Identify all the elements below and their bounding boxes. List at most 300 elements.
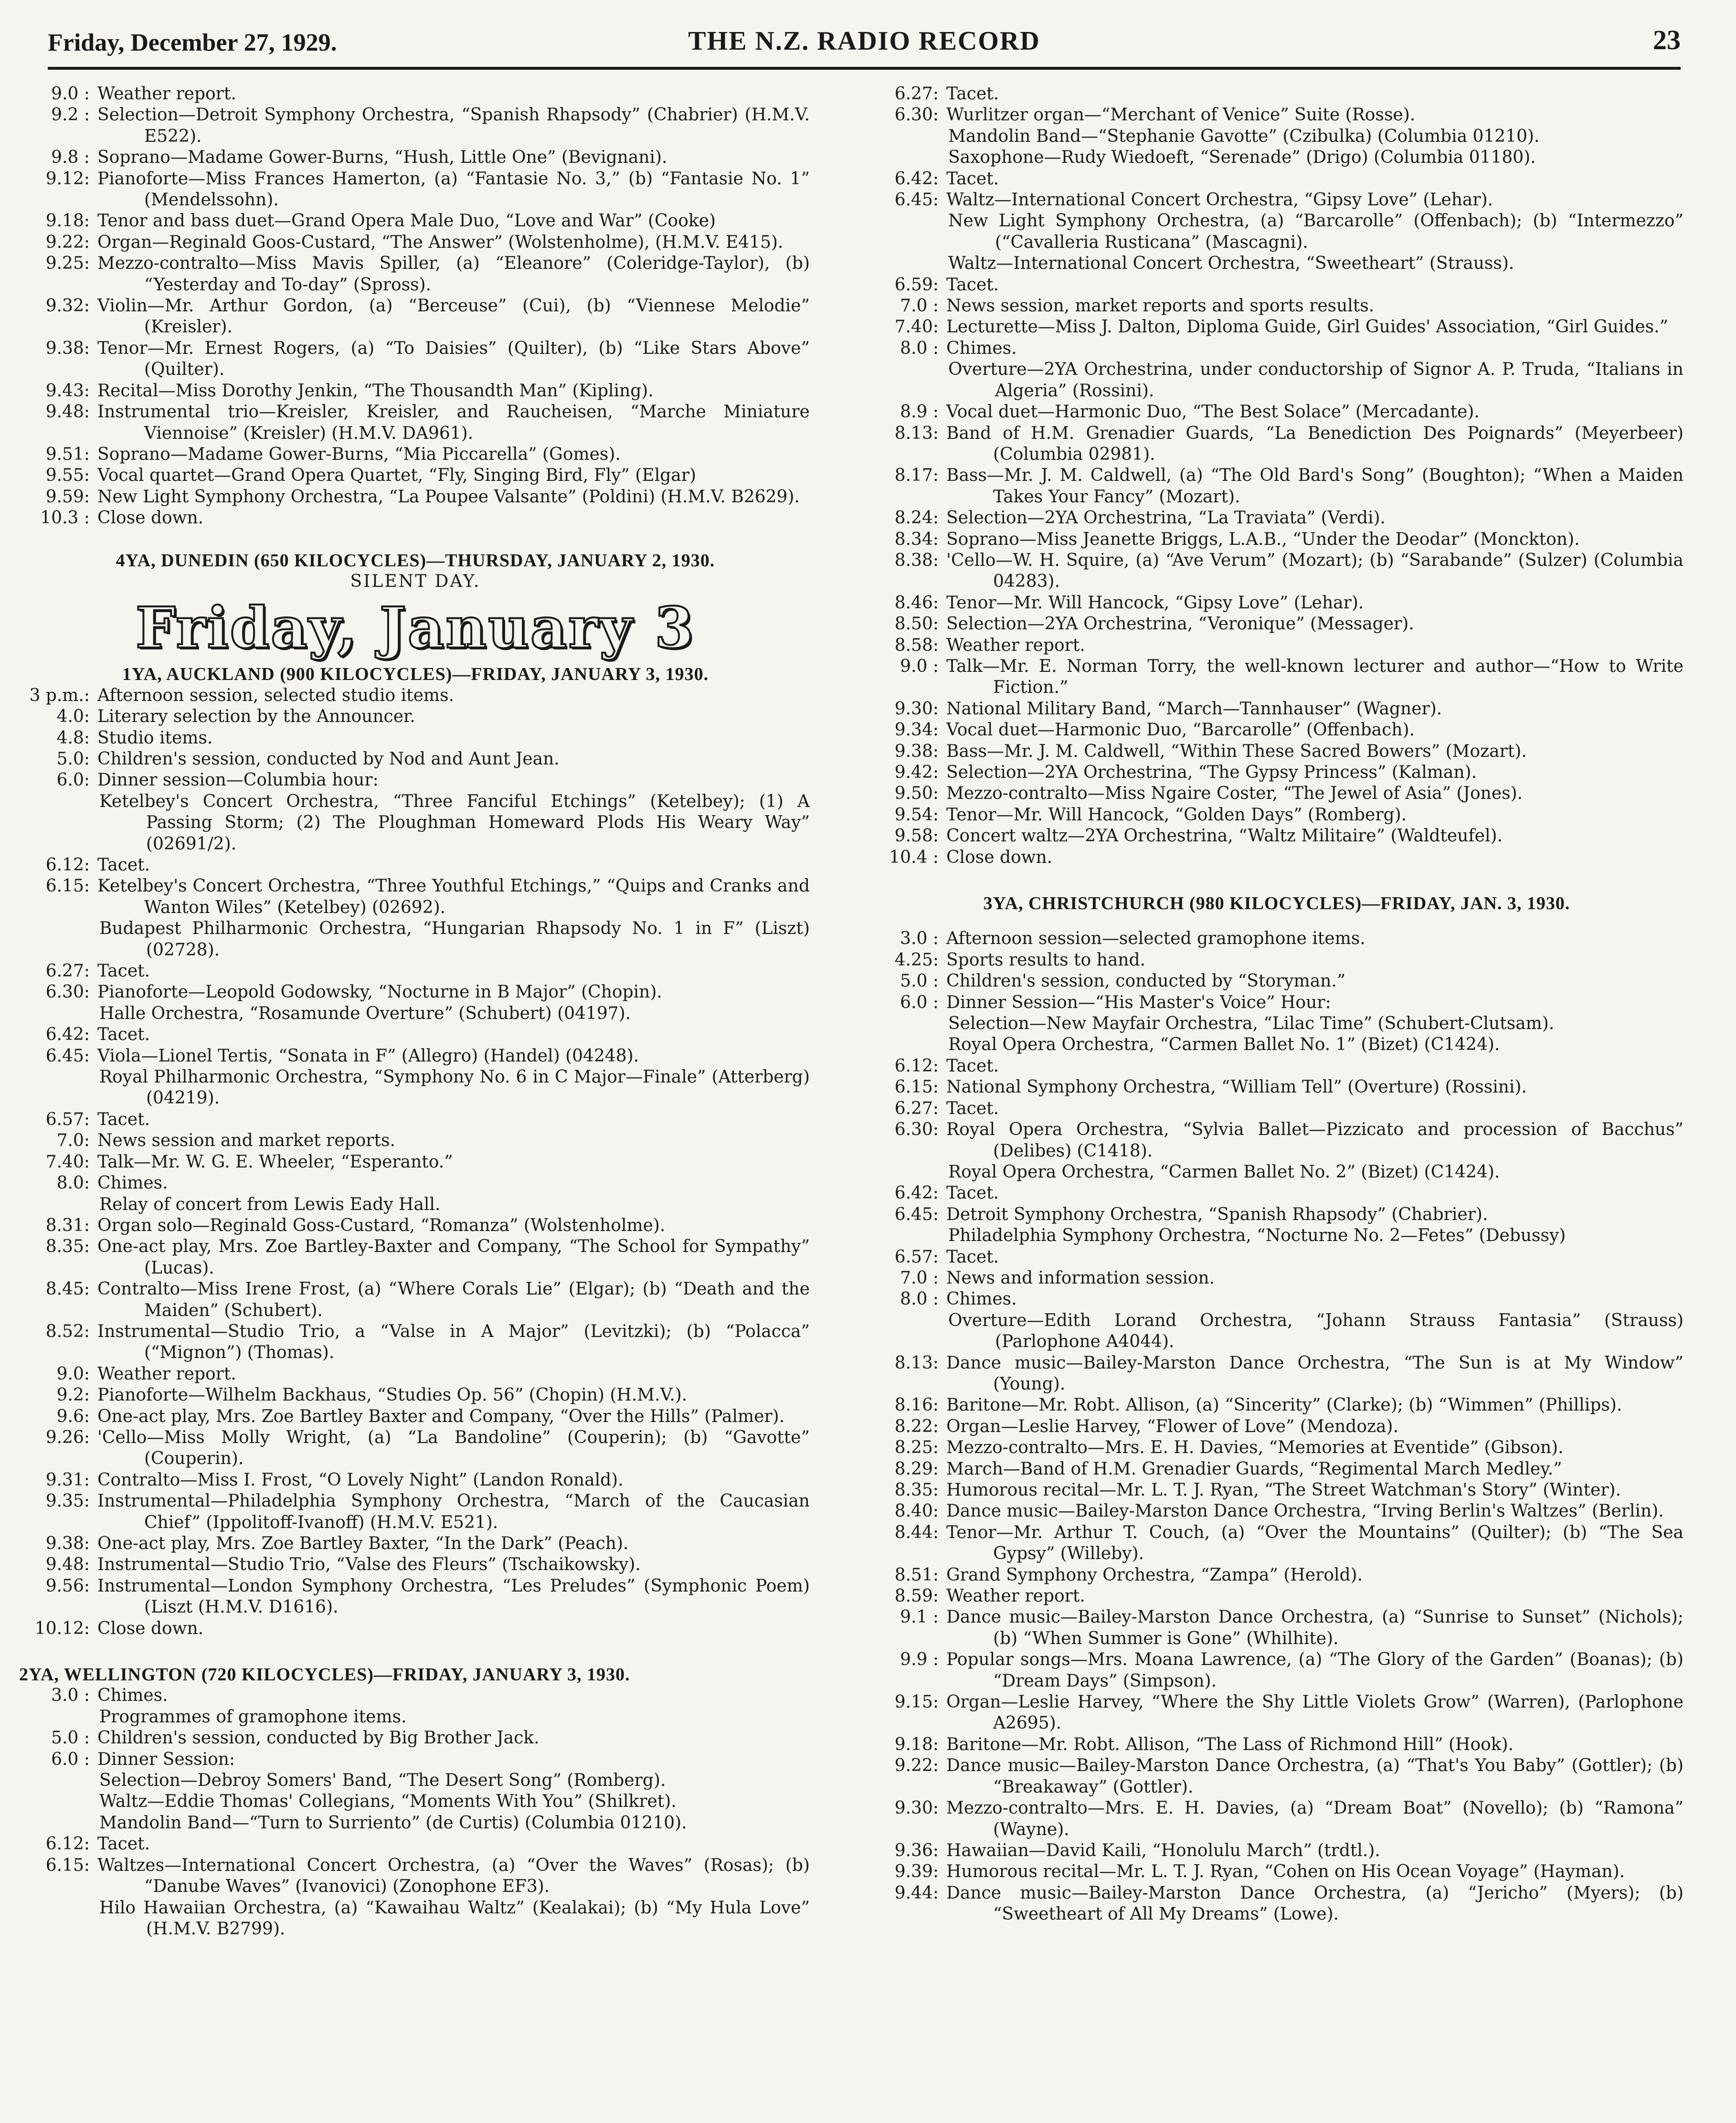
programme-entry: [868, 741, 1685, 762]
entry-time: 9.36:: [894, 1840, 939, 1860]
programme-entry: [868, 720, 1685, 741]
programme-entry: [19, 685, 812, 706]
programme-subentry: Overture—Edith Lorand Orchestra, “Johann Strauss Fantasia” (Strauss) (Parlophone A4044).: [948, 1310, 1683, 1352]
entry-time: 6.30:: [894, 105, 939, 125]
programme-entry: [19, 855, 812, 876]
entry-text: Instrumental—London Symphony Orchestra, “Les Preludes” (Symphonic Poem) (Liszt (H.M.V. D1616).: [97, 1576, 810, 1617]
entry-time: 3.0 :: [900, 929, 939, 949]
programme-entry: [868, 1734, 1685, 1755]
entry-time: 8.24:: [894, 508, 939, 528]
entry-text: Dinner Session—“His Master's Voice” Hour:: [946, 992, 1331, 1012]
issue-date: Friday, December 27, 1929.: [48, 29, 337, 56]
programme-entry: [19, 1046, 812, 1067]
programme-entry: [868, 593, 1685, 614]
programme-entry: [868, 1480, 1685, 1501]
entry-time: 8.51:: [894, 1565, 939, 1585]
entry-text: Mezzo-contralto—Miss Mavis Spiller, (a) “Eleanore” (Coleridge-Taylor), (b) “Yesterday and To-day” (Spross).: [97, 254, 810, 295]
entry-time: 8.52:: [45, 1321, 90, 1341]
entry-text: Instrumental trio—Kreisler, Kreisler, and Raucheisen, “Marche Miniature Viennoise” (Kreisler) (H.M.V. DA961).: [97, 402, 810, 443]
entry-text: Selection—2YA Orchestrina, “The Gypsy Princess” (Kalman).: [946, 763, 1477, 782]
entry-text: Dinner Session:: [97, 1749, 235, 1769]
programme-entry: [868, 783, 1685, 804]
entry-time: 8.35:: [45, 1237, 90, 1257]
entry-text: Weather report.: [97, 84, 236, 104]
entry-text: Tenor—Mr. Will Hancock, “Golden Days” (Romberg).: [946, 805, 1407, 825]
entry-text: Talk—Mr. E. Norman Torry, the well-known lecturer and author—“How to Write Fiction.”: [946, 656, 1683, 698]
programme-subentry: Selection—New Mayfair Orchestra, “Lilac Time” (Schubert-Clutsam).: [948, 1014, 1555, 1034]
programme-entry: [19, 1427, 812, 1470]
programme-entry: [868, 296, 1685, 317]
entry-text: Hawaiian—David Kaili, “Honolulu March” (trdtl.).: [946, 1840, 1380, 1860]
entry-time: 8.29:: [894, 1459, 939, 1479]
entry-text: Tacet.: [97, 961, 150, 981]
entry-time: 6.0:: [56, 770, 90, 790]
entry-text: Baritone—Mr. Robt. Allison, (a) “Sincerity” (Clarke); (b) “Wimmen” (Phillips).: [946, 1395, 1622, 1415]
programme-entry: [19, 296, 812, 338]
entry-text: Soprano—Madame Gower-Burns, “Hush, Little One” (Bevignani).: [97, 148, 667, 168]
entry-text: March—Band of H.M. Grenadier Guards, “Regimental March Medley.”: [946, 1459, 1562, 1479]
entry-time: 9.32:: [45, 296, 90, 316]
programme-entry: [868, 762, 1685, 783]
programme-entry: [19, 1236, 812, 1279]
entry-time: 9.55:: [45, 466, 90, 486]
entry-time: 8.13:: [894, 1353, 939, 1373]
entry-text: Chimes.: [946, 338, 1017, 358]
programme-subentry: Selection—Debroy Somers' Band, “The Desert Song” (Romberg).: [99, 1771, 666, 1791]
dunedin-heading: 4YA, DUNEDIN (650 KILOCYCLES)—THURSDAY, JANUARY 2, 1930.: [116, 550, 715, 571]
programme-entry: [868, 1098, 1685, 1119]
entry-text: Close down.: [97, 508, 204, 528]
entry-text: Pianoforte—Miss Frances Hamerton, (a) “Fantasie No. 3,” (b) “Fantasie No. 1” (Mendelssohn).: [97, 169, 810, 210]
programme-entry: [868, 550, 1685, 593]
entry-text: One-act play, Mrs. Zoe Bartley Baxter, “In the Dark” (Peach).: [97, 1534, 629, 1553]
entry-time: 5.0 :: [51, 1728, 90, 1748]
entry-time: 7.0 :: [900, 1268, 939, 1288]
programme-entry: [868, 1840, 1685, 1861]
programme-entry: [19, 1024, 812, 1045]
programme-subentry: Royal Philharmonic Orchestra, “Symphony No. 6 in C Major—Finale” (Atterberg) (04219).: [99, 1067, 810, 1108]
entry-text: Ketelbey's Concert Orchestra, “Three Youthful Etchings,” “Quips and Cranks and Wanton Wiles” (Ketelbey) (02692).: [97, 876, 810, 917]
programme-entry: [868, 1268, 1685, 1289]
programme-entry: [19, 84, 812, 105]
programme-entry: [19, 728, 812, 749]
entry-text: Mezzo-contralto—Mrs. E. H. Davies, “Memories at Eventide” (Gibson).: [946, 1438, 1564, 1458]
programme-subentry: Mandolin Band—“Stephanie Gavotte” (Czibulka) (Columbia 01210).: [948, 126, 1540, 146]
entry-time: 9.39:: [894, 1862, 939, 1882]
programme-entry: [19, 253, 812, 296]
entry-text: Literary selection by the Announcer.: [97, 707, 415, 727]
programme-entry: [19, 1173, 812, 1194]
entry-text: Mezzo-contralto—Miss Ngaire Coster, “The Jewel of Asia” (Jones).: [946, 784, 1523, 804]
entry-time: 6.30:: [894, 1120, 939, 1140]
entry-time: 8.45:: [45, 1279, 90, 1299]
entry-text: Selection—2YA Orchestrina, “Veronique” (Messager).: [946, 614, 1414, 634]
entry-time: 6.15:: [894, 1077, 939, 1097]
entry-time: 6.45:: [45, 1046, 90, 1066]
programme-entry: [868, 614, 1685, 635]
auckland-heading: 1YA, AUCKLAND (900 KILOCYCLES)—FRIDAY, JANUARY 3, 1930.: [122, 664, 709, 685]
entry-text: Children's session, conducted by “Storyman.”: [946, 971, 1346, 991]
programme-entry: [19, 876, 812, 918]
entry-time: 9.9 :: [900, 1650, 939, 1670]
entry-text: Close down.: [946, 847, 1053, 867]
entry-text: Wurlitzer organ—“Merchant of Venice” Suite (Rosse).: [946, 105, 1416, 125]
entry-time: 8.44:: [894, 1522, 939, 1542]
programme-entry: [868, 1586, 1685, 1607]
entry-text: Close down.: [97, 1618, 204, 1638]
entry-time: 9.44:: [894, 1883, 939, 1903]
programme-entry: [19, 338, 812, 381]
programme-entry: [868, 402, 1685, 423]
entry-time: 6.15:: [45, 876, 90, 896]
programme-entry: [19, 402, 812, 444]
entry-text: Tenor and bass duet—Grand Opera Male Duo, “Love and War” (Cooke): [97, 211, 716, 231]
entry-time: 9.1 :: [900, 1607, 939, 1627]
entry-text: Band of H.M. Grenadier Guards, “La Benediction Des Poignards” (Meyerbeer) (Columbia 02981).: [946, 423, 1683, 464]
programme-entry: [868, 508, 1685, 529]
entry-text: Waltz—International Concert Orchestra, “Gipsy Love” (Lehar).: [946, 190, 1493, 210]
entry-time: 9.38:: [45, 1534, 90, 1553]
programme-entry: [19, 1215, 812, 1236]
entry-text: Humorous recital—Mr. L. T. J. Ryan, “Cohen on His Ocean Voyage” (Hayman).: [946, 1862, 1625, 1882]
entry-time: 8.17:: [894, 466, 939, 486]
programme-entry: [19, 1364, 812, 1385]
entry-text: Viola—Lionel Tertis, “Sonata in F” (Allegro) (Handel) (04248).: [97, 1046, 639, 1066]
entry-time: 6.45:: [894, 190, 939, 210]
entry-time: 9.2 :: [51, 105, 90, 125]
entry-text: Tacet.: [946, 1098, 999, 1118]
entry-time: 9.30:: [894, 1798, 939, 1818]
entry-text: National Military Band, “March—Tannhauser” (Wagner).: [946, 699, 1442, 719]
entry-time: 3.0 :: [51, 1686, 90, 1706]
entry-text: Dance music—Bailey-Marston Dance Orchestra, “The Sun is at My Window” (Young).: [946, 1353, 1683, 1394]
programme-entry: [19, 1533, 812, 1554]
entry-time: 6.27:: [45, 961, 90, 981]
entry-time: 8.59:: [894, 1586, 939, 1606]
programme-entry: [868, 1607, 1685, 1649]
entry-time: 10.3 :: [40, 508, 90, 528]
programme-entry: [868, 699, 1685, 720]
programme-entry: [868, 826, 1685, 847]
programme-entry: [19, 1321, 812, 1364]
entry-time: 6.0 :: [51, 1749, 90, 1769]
programme-entry: [19, 961, 812, 982]
entry-time: 6.0 :: [900, 992, 939, 1012]
programme-entry: [19, 1406, 812, 1427]
programme-entry: [19, 1279, 812, 1321]
entry-text: Baritone—Mr. Robt. Allison, “The Lass of Richmond Hill” (Hook).: [946, 1734, 1514, 1754]
entry-text: Tacet.: [946, 1183, 999, 1203]
entry-text: Instrumental—Philadelphia Symphony Orchestra, “March of the Caucasian Chief” (Ippolitoff-Ivanoff) (H.M.V. E521).: [97, 1491, 810, 1532]
christchurch-heading: 3YA, CHRISTCHURCH (980 KILOCYCLES)—FRIDAY, JAN. 3, 1930.: [983, 893, 1570, 914]
programme-entry: [868, 635, 1685, 656]
programme-entry: [19, 1554, 812, 1575]
entry-time: 9.56:: [45, 1576, 90, 1596]
programme-entry: [19, 1152, 812, 1173]
entry-time: 9.48:: [45, 1555, 90, 1575]
entry-text: Tacet.: [946, 1247, 999, 1267]
entry-text: National Symphony Orchestra, “William Tell” (Overture) (Rossini).: [946, 1077, 1527, 1097]
programme-entry: [19, 706, 812, 727]
entry-text: Vocal duet—Harmonic Duo, “The Best Solace” (Mercadante).: [946, 402, 1480, 422]
programme-entry: [19, 1491, 812, 1533]
entry-text: Talk—Mr. W. G. E. Wheeler, “Esperanto.”: [97, 1152, 453, 1172]
entry-text: Waltzes—International Concert Orchestra, (a) “Over the Waves” (Rosas); (b) “Danube Waves” (Ivanovici) (Zonophone EF3).: [97, 1855, 810, 1897]
programme-entry: [868, 1119, 1685, 1162]
entry-text: Chimes.: [946, 1289, 1017, 1309]
programme-entry: [868, 1183, 1685, 1204]
entry-text: Dance music—Bailey-Marston Dance Orchestra, (a) “Jericho” (Myers); (b) “Sweetheart of All My Dreams” (Lowe).: [946, 1883, 1683, 1924]
programme-entry: [868, 1204, 1685, 1225]
entry-time: 5.0:: [56, 749, 90, 769]
publication-title: THE N.Z. RADIO RECORD: [688, 26, 1040, 56]
entry-text: Afternoon session—selected gramophone items.: [946, 929, 1366, 949]
entry-text: Instrumental—Studio Trio, a “Valse in A Major” (Levitzki); (b) “Polacca” (“Mignon”) (Thomas).: [97, 1321, 810, 1363]
entry-time: 7.40:: [894, 317, 939, 337]
entry-time: 9.15:: [894, 1692, 939, 1712]
entry-time: 8.58:: [894, 635, 939, 655]
programme-entry: [19, 982, 812, 1003]
programme-entry: [868, 105, 1685, 126]
entry-time: 3 p.m.:: [29, 685, 90, 705]
entry-text: Tacet.: [97, 855, 150, 875]
entry-time: 8.9 :: [900, 402, 939, 422]
programme-entry: [868, 1565, 1685, 1586]
entry-text: One-act play, Mrs. Zoe Bartley-Baxter and Company, “The School for Sympathy” (Lucas).: [97, 1237, 810, 1278]
programme-entry: [868, 1077, 1685, 1098]
entry-time: 8.50:: [894, 614, 939, 634]
entry-time: 9.34:: [894, 720, 939, 740]
wellington-cont-list: [868, 84, 1685, 868]
entry-time: 4.25:: [894, 950, 939, 970]
entry-time: 9.22:: [894, 1756, 939, 1776]
programme-subentry: Budapest Philharmonic Orchestra, “Hungarian Rhapsody No. 1 in F” (Liszt) (02728).: [99, 919, 810, 960]
programme-entry: [868, 992, 1685, 1013]
entry-text: Humorous recital—Mr. L. T. J. Ryan, “The Street Watchman's Story” (Winter).: [946, 1480, 1621, 1500]
entry-time: 6.30:: [45, 982, 90, 1002]
programme-entry: [19, 1385, 812, 1406]
entry-text: Dinner session—Columbia hour:: [97, 770, 379, 790]
entry-text: Pianoforte—Leopold Godowsky, “Nocturne in B Major” (Chopin).: [97, 982, 662, 1002]
entry-text: Chimes.: [97, 1173, 168, 1193]
auckland-list: [19, 685, 812, 1639]
programme-entry: [868, 928, 1685, 949]
programme-entry: [19, 105, 812, 147]
entry-text: Organ—Leslie Harvey, “Where the Shy Little Violets Grow” (Warren), (Parlophone A2695).: [946, 1692, 1683, 1733]
entry-text: Dance music—Bailey-Marston Dance Orchestra, (a) “That's You Baby” (Gottler); (b) “Breakaway” (Gottler).: [946, 1756, 1683, 1797]
programme-entry: [868, 971, 1685, 992]
entry-text: Selection—2YA Orchestrina, “La Traviata” (Verdi).: [946, 508, 1386, 528]
entry-text: Tenor—Mr. Ernest Rogers, (a) “To Daisies” (Quilter), (b) “Like Stars Above” (Quilter).: [97, 338, 810, 380]
entry-time: 9.30:: [894, 699, 939, 719]
programme-entry: [868, 805, 1685, 826]
entry-time: 9.38:: [894, 741, 939, 761]
entry-text: Weather report.: [946, 635, 1085, 655]
programme-subentry: Ketelbey's Concert Orchestra, “Three Fanciful Etchings” (Ketelbey); (1) A Passing Storm; (2) The Ploughman Homeward Plods His Weary Way” (02691/2).: [99, 791, 810, 854]
programme-entry: [19, 1749, 812, 1770]
entry-time: 9.42:: [894, 763, 939, 782]
programme-entry: [19, 465, 812, 486]
page-header: [48, 19, 1681, 70]
entry-time: 6.42:: [894, 1183, 939, 1203]
entry-time: 9.26:: [45, 1427, 90, 1447]
entry-time: 8.0:: [56, 1173, 90, 1193]
entry-time: 8.34:: [894, 529, 939, 549]
entry-text: Instrumental—Studio Trio, “Valse des Fleurs” (Tschaikowsky).: [97, 1555, 641, 1575]
programme-entry: [868, 1692, 1685, 1734]
entry-text: Tenor—Mr. Will Hancock, “Gipsy Love” (Lehar).: [946, 593, 1364, 613]
entry-time: 9.48:: [45, 402, 90, 422]
entry-text: Organ—Leslie Harvey, “Flower of Love” (Mendoza).: [946, 1416, 1398, 1436]
entry-time: 9.0 :: [51, 84, 90, 104]
entry-text: Grand Symphony Orchestra, “Zampa” (Herold).: [946, 1565, 1363, 1585]
programme-entry: [19, 1685, 812, 1706]
entry-text: Children's session, conducted by Nod and Aunt Jean.: [97, 749, 560, 769]
programme-entry: [868, 1353, 1685, 1395]
programme-subentry: Saxophone—Rudy Wiedoeft, “Serenade” (Drigo) (Columbia 01180).: [948, 148, 1536, 168]
entry-time: 9.51:: [45, 444, 90, 464]
entry-text: Lecturette—Miss J. Dalton, Diploma Guide, Girl Guides' Association, “Girl Guides.”: [946, 317, 1668, 337]
entry-text: Mezzo-contralto—Mrs. E. H. Davies, (a) “Dream Boat” (Novello); (b) “Ramona” (Wayne).: [946, 1798, 1683, 1839]
programme-subentry: Overture—2YA Orchestrina, under conductorship of Signor A. P. Truda, “Italians in Algeria” (Rossini).: [948, 360, 1683, 401]
entry-time: 9.38:: [45, 338, 90, 358]
entry-time: 9.12:: [45, 169, 90, 189]
entry-time: 8.46:: [894, 593, 939, 613]
programme-subentry: Philadelphia Symphony Orchestra, “Nocturne No. 2—Fetes” (Debussy): [948, 1226, 1566, 1246]
programme-entry: [868, 1501, 1685, 1522]
programme-entry: [868, 1755, 1685, 1798]
programme-entry: [868, 529, 1685, 550]
programme-entry: [868, 465, 1685, 508]
entry-text: Sports results to hand.: [946, 950, 1145, 970]
programme-entry: [19, 169, 812, 211]
entry-text: Tacet.: [97, 1834, 150, 1854]
programme-entry: [868, 190, 1685, 211]
entry-text: Vocal duet—Harmonic Duo, “Barcarolle” (Offenbach).: [946, 720, 1415, 740]
entry-time: 6.12:: [45, 1834, 90, 1854]
programme-entry: [868, 1416, 1685, 1437]
programme-entry: [868, 1861, 1685, 1882]
entry-text: Contralto—Miss Irene Frost, (a) “Where Corals Lie” (Elgar); (b) “Death and the Maiden” (Schubert).: [97, 1279, 810, 1320]
entry-time: 9.22:: [45, 232, 90, 252]
programme-entry: [19, 444, 812, 465]
entry-time: 9.8 :: [51, 148, 90, 168]
entry-text: Violin—Mr. Arthur Gordon, (a) “Berceuse” (Cui), (b) “Viennese Melodie” (Kreisler).: [97, 296, 810, 337]
programme-subentry: Relay of concert from Lewis Eady Hall.: [99, 1194, 441, 1214]
programme-entry: [19, 1855, 812, 1898]
entry-time: 6.27:: [894, 84, 939, 104]
programme-subentry: Hilo Hawaiian Orchestra, (a) “Kawaihau Waltz” (Kealakai); (b) “My Hula Love” (H.M.V. B2799).: [99, 1898, 810, 1939]
entry-text: New Light Symphony Orchestra, “La Poupee Valsante” (Poldini) (H.M.V. B2629).: [97, 487, 800, 507]
programme-entry: [19, 770, 812, 791]
entry-text: Tenor—Mr. Arthur T. Couch, (a) “Over the Mountains” (Quilter); (b) “The Sea Gypsy” (Willeby).: [946, 1522, 1683, 1564]
entry-text: 'Cello—W. H. Squire, (a) “Ave Verum” (Mozart); (b) “Sarabande” (Sulzer) (Columbia 04283).: [946, 550, 1683, 592]
programme-entry: [868, 1056, 1685, 1077]
entry-text: Bass—Mr. J. M. Caldwell, (a) “The Old Bard's Song” (Boughton); “When a Maiden Takes Your Fancy” (Mozart).: [946, 466, 1683, 507]
programme-entry: [19, 1728, 812, 1749]
entry-time: 9.54:: [894, 805, 939, 825]
entry-time: 9.43:: [45, 381, 90, 401]
programme-entry: [868, 1395, 1685, 1416]
programme-entry: [868, 423, 1685, 466]
programme-entry: [868, 950, 1685, 971]
wellington-heading: 2YA, WELLINGTON (720 KILOCYCLES)—FRIDAY, JANUARY 3, 1930.: [19, 1665, 630, 1685]
christchurch-list: [868, 928, 1685, 1925]
entry-text: Organ solo—Reginald Goss-Custard, “Romanza” (Wolstenholme).: [97, 1215, 666, 1235]
programme-entry: [868, 1883, 1685, 1925]
entry-time: 9.58:: [894, 826, 939, 846]
entry-text: Contralto—Miss I. Frost, “O Lovely Night” (Landon Ronald).: [97, 1470, 624, 1490]
programme-entry: [19, 1109, 812, 1130]
programme-entry: [868, 1649, 1685, 1692]
entry-text: Organ—Reginald Goos-Custard, “The Answer” (Wolstenholme), (H.M.V. E415).: [97, 232, 783, 252]
entry-time: 8.25:: [894, 1438, 939, 1458]
programme-entry: [19, 1618, 812, 1639]
entry-text: Afternoon session, selected studio items.: [97, 685, 454, 705]
entry-time: 9.50:: [894, 784, 939, 804]
entry-time: 6.59:: [894, 275, 939, 295]
entry-time: 8.38:: [894, 550, 939, 570]
programme-entry: [19, 1130, 812, 1151]
programme-entry: [868, 1459, 1685, 1480]
programme-entry: [868, 847, 1685, 868]
programme-entry: [868, 1247, 1685, 1268]
entry-time: 9.59:: [45, 487, 90, 507]
day-title: Friday, January 3: [135, 594, 696, 661]
entry-text: Tacet.: [946, 84, 999, 104]
entry-time: 6.15:: [45, 1855, 90, 1875]
entry-text: News session, market reports and sports results.: [946, 296, 1375, 316]
left-column: [19, 84, 812, 1940]
entry-time: 9.25:: [45, 254, 90, 274]
programme-entry: [19, 381, 812, 402]
prelude-list: [19, 84, 812, 529]
wellington-list: [19, 1685, 812, 1940]
programme-entry: [19, 487, 812, 508]
entry-text: Pianoforte—Wilhelm Backhaus, “Studies Op. 56” (Chopin) (H.M.V.).: [97, 1385, 688, 1405]
entry-time: 5.0 :: [900, 971, 939, 991]
programme-subentry: Waltz—International Concert Orchestra, “Sweetheart” (Strauss).: [948, 254, 1514, 274]
programme-entry: [868, 84, 1685, 105]
page-number: 23: [1653, 24, 1681, 55]
entry-text: 'Cello—Miss Molly Wright, (a) “La Bandoline” (Couperin); (b) “Gavotte” (Couperin).: [97, 1427, 810, 1469]
programme-entry: [19, 211, 812, 232]
entry-time: 8.13:: [894, 423, 939, 443]
entry-text: Weather report.: [946, 1586, 1085, 1606]
programme-subentry: Royal Opera Orchestra, “Carmen Ballet No. 2” (Bizet) (C1424).: [948, 1162, 1500, 1182]
entry-text: Dance music—Bailey-Marston Dance Orchestra, (a) “Sunrise to Sunset” (Nichols); (b) “When Summer is Gone” (Whilhite).: [946, 1607, 1683, 1648]
entry-time: 8.0 :: [900, 338, 939, 358]
entry-time: 7.0 :: [900, 296, 939, 316]
programme-subentry: Halle Orchestra, “Rosamunde Overture” (Schubert) (04197).: [99, 1003, 631, 1023]
entry-time: 9.18:: [45, 211, 90, 231]
entry-time: 6.27:: [894, 1098, 939, 1118]
entry-time: 9.0:: [56, 1364, 90, 1384]
programme-entry: [868, 169, 1685, 190]
programme-subentry: New Light Symphony Orchestra, (a) “Barcarolle” (Offenbach); (b) “Intermezzo” (“Cavalleria Rusticana” (Mascagni).: [948, 211, 1683, 252]
entry-text: Soprano—Miss Jeanette Briggs, L.A.B., “Under the Deodar” (Monckton).: [946, 529, 1580, 549]
programme-entry: [19, 508, 812, 529]
entry-time: 9.35:: [45, 1491, 90, 1511]
entry-time: 6.42:: [45, 1025, 90, 1045]
entry-text: Tacet.: [946, 275, 999, 295]
entry-time: 4.0:: [56, 707, 90, 727]
entry-time: 9.0 :: [900, 656, 939, 676]
programme-entry: [19, 1576, 812, 1618]
entry-time: 4.8:: [56, 728, 90, 748]
entry-text: Tacet.: [946, 1056, 999, 1076]
entry-text: Chimes.: [97, 1686, 168, 1706]
